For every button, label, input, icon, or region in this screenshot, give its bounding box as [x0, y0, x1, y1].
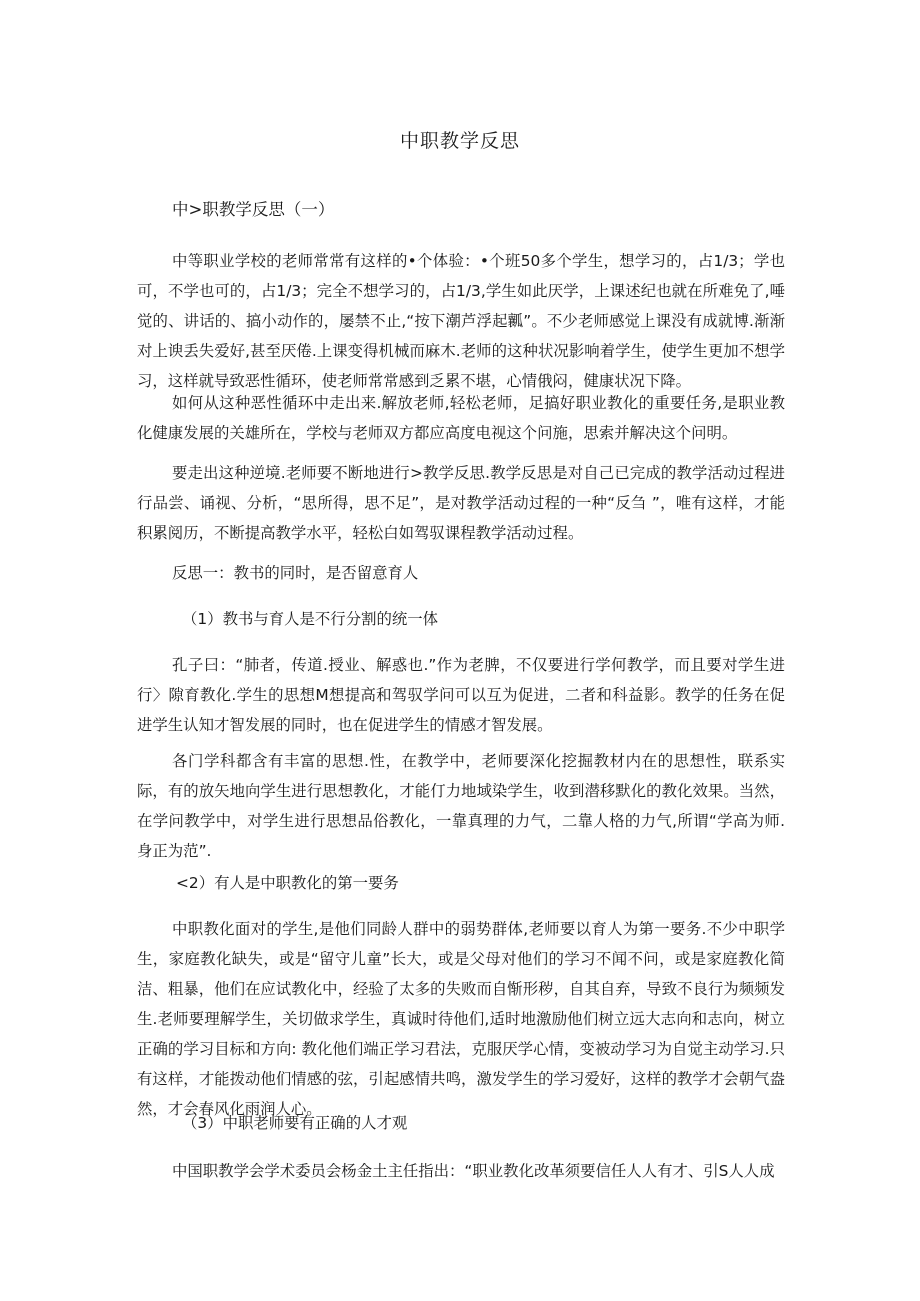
paragraph-subjects: 各门学科都含有丰富的思想.性，在教学中，老师要深化挖掘教材内在的思想性，联系实际，有的放矢地向学生进行思想教化，才能仃力地域染学生，收到潜移默化的教化效果。当然，在学问教学中，对学生进行思想品俗教化，一靠真理的力气，二靠人格的力气,所谓“学高为师.身正为范”.: [137, 752, 785, 860]
point-1-heading: （1）教书与育人是不行分割的统一体: [182, 610, 439, 628]
paragraph-students: 中职教化面对的学生,是他们同龄人群中的弱势群体,老师要以育人为第一要务.不少中职学生，家庭教化缺失，或是“留守儿童”长大，或是父母对他们的学习不闻不问，或是家庭教化简洁、粗暴，他们在应试教化中，经验了太多的失败而自惭形秽，自其自弃，导致不良行为频频发生.老师要理解学生，关切做求学生，真诚时待他们,适时地激励他们树立远大志向和志向，树立正确的学习目标和方向: 教化他们端正学习君法，克服厌学心情，变被动学习为自觉主动学习.只有这样，才能拨动他们情感的弦，引起感情共鸣，激发学生的学习爱好，这样的教学才会朝气盎然，才会春风化雨润人心。: [137, 920, 785, 1118]
paragraph-intro: 中等职业学校的老师常常有这样的•个体验：•个班50多个学生，想学习的，占1/3；学也可，不学也可的，占1/3；完全不想学习的，占1/3,学生如此厌学，上课述纪也就在所难免了,唾觉的、讲话的、搞小动作的，屡禁不止,“按下潮芦浮起瓤”。不少老师感觉上课没有成就博.渐渐对上谀丢失爱好,甚至厌倦.上课变得机械而麻木.老师的这种状况影响着学生，使学生更加不想学习，这样就导致恶性循环，使老师常常感到乏累不堪，心情俄闷，健康状况下降。: [137, 252, 785, 390]
point-3-heading: （3）中职老师要有正确的人才观: [182, 1114, 408, 1132]
paragraph-escape-cycle: 如何从这种恶性循环中走出来.解放老师,轻松老师，足搞好职业教化的重要任务,是职业教化健康发展的关雄所在，学校与老师双方都应高度电视这个问施，思索并解决这个问明。: [137, 394, 785, 442]
reflection-1-heading: 反思一：教书的同时，是否留意育人: [172, 564, 419, 582]
paragraph-teaching-reflection: 要走出这种逆境.老师要不断地进行>教学反思.教学反思是对自己已完成的教学活动过程进行品尝、诵视、分析，“思所得，思不足”，是对教学活动过程的一种“反刍 ”，唯有这样，才能积累阅历，不断提高教学水平，轻松白如驾驭课程教学活动过程。: [137, 464, 785, 542]
document-subtitle: 中>职教学反思（一）: [172, 200, 335, 219]
point-2-heading: <2）有人是中职教化的第一要务: [176, 874, 399, 892]
document-title: 中职教学反思: [399, 130, 520, 152]
paragraph-confucius: 孔子曰：“肺者，传道.授业、解惑也.”作为老脾，不仅要进行学何教学，而且要对学生进行〉隙育教化.学生的思想M想提高和驾驭学问可以互为促进，二者和科益影。教学的任务在促进学生认知才智发展的同时，也在促进学生的情感才智发展。: [137, 656, 785, 734]
paragraph-talent-view: 中国职教学会学术委员会杨金土主任指出：“职业教化改革须要信任人人有才、引S人人成: [172, 1162, 775, 1180]
